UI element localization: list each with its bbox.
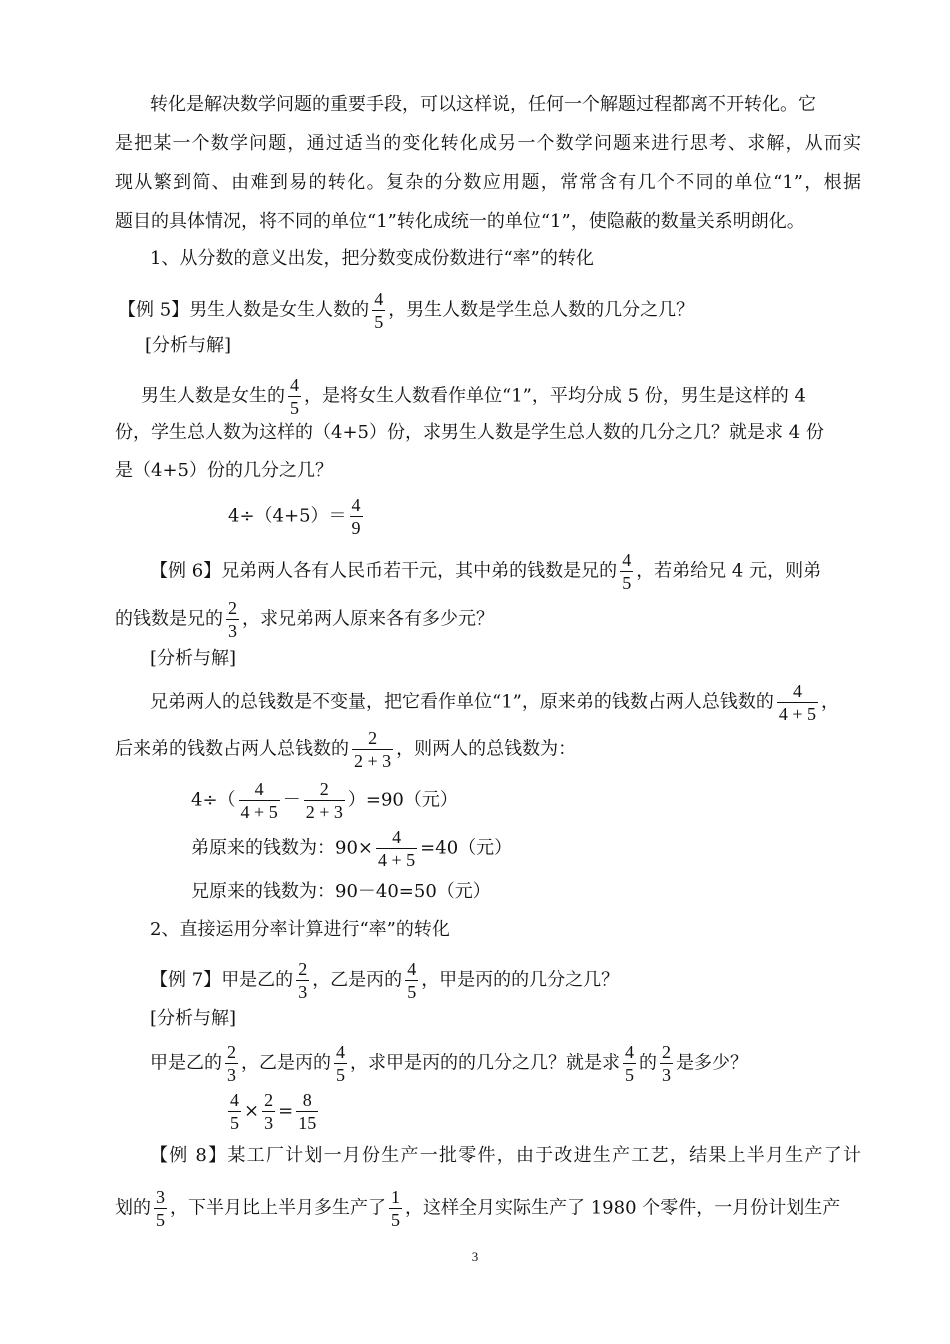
analysis-heading: [分析与解] [145, 335, 232, 356]
fraction [154, 1186, 167, 1231]
denominator: 4 + 5 [378, 850, 416, 870]
fraction [389, 1186, 402, 1231]
denominator: 3 [264, 1113, 274, 1133]
analysis-text: 后来弟的钱数占两人总钱数的 [115, 738, 349, 760]
question-text: ，乙是丙的 [312, 969, 403, 991]
fraction [376, 826, 417, 871]
fraction [226, 597, 239, 642]
fraction [225, 1041, 238, 1086]
question-text: 甲是乙的 [221, 969, 294, 991]
numerator: 1 [391, 1187, 400, 1207]
fraction [620, 549, 633, 594]
denominator: 5 [407, 982, 417, 1002]
fraction [296, 1089, 318, 1134]
denominator: 3 [662, 1065, 671, 1085]
intro-line-3: 现从繁到简、由难到易的转化。复杂的分数应用题，常常含有几个不同的单位“1”，根据 [115, 172, 861, 193]
example-label: 【例 5】 [118, 299, 190, 321]
analysis-text: ，求甲是丙的的几分之几？就是求 [350, 1052, 620, 1074]
numerator: 4 [392, 827, 402, 847]
numerator: 2 [228, 598, 237, 618]
denominator: 5 [625, 1065, 634, 1085]
denominator: 5 [391, 1210, 400, 1230]
question-text: 兄弟两人各有人民币若干元，其中弟的钱数是兄的 [221, 560, 618, 582]
fraction [372, 288, 385, 333]
numerator: 3 [156, 1187, 165, 1207]
fraction [262, 1089, 275, 1134]
example-label: 【例 8】 [150, 1145, 228, 1166]
numerator: 2 [368, 728, 378, 748]
example-5-analysis-line-3: 是（4+5）份的几分之几？ [115, 460, 333, 481]
example-6-calc-1 [191, 778, 458, 823]
calc-text: 4÷（ [191, 789, 236, 811]
question-text: ，若弟给兄 4 元，则弟 [636, 560, 822, 582]
analysis-text: 甲是乙的 [150, 1052, 222, 1074]
intro-line-4: 题目的具体情况，将不同的单位“1”转化成统一的单位“1”，使隐蔽的数量关系明朗化。 [115, 211, 805, 232]
fraction [304, 778, 345, 823]
fraction [623, 1041, 636, 1086]
fraction [288, 374, 301, 419]
numerator: 8 [302, 1090, 312, 1110]
denominator: 4 + 5 [240, 802, 278, 822]
calc-text: 弟原来的钱数为：90× [191, 837, 373, 859]
example-7-calculation [225, 1089, 321, 1134]
numerator: 2 [264, 1090, 274, 1110]
question-text: 的钱数是兄的 [115, 608, 223, 630]
intro-line-2: 是把某一个数学问题，通过适当的变化转化成另一个数学问题来进行思考、求解，从而实 [115, 133, 861, 154]
page-number: 3 [471, 1249, 479, 1264]
fraction [334, 1041, 347, 1086]
denominator: 2 + 3 [305, 802, 343, 822]
denominator: 5 [336, 1065, 345, 1085]
equals-sign: = [278, 1100, 294, 1122]
fraction [350, 494, 363, 539]
denominator: 5 [374, 312, 384, 332]
example-7-question [150, 958, 619, 1003]
example-label: 【例 6】 [150, 560, 222, 582]
analysis-text: 的 [639, 1052, 657, 1074]
numerator: 2 [227, 1042, 236, 1062]
denominator: 5 [290, 398, 299, 418]
denominator: 5 [230, 1113, 239, 1133]
example-8-question-line-1 [150, 1144, 861, 1168]
denominator: 5 [622, 573, 632, 593]
numerator: 4 [792, 681, 802, 701]
question-text: ，男生人数是学生总人数的几分之几？ [388, 299, 695, 321]
question-text: 某工厂计划一月份生产一批零件，由于改进生产工艺，结果上半月生产了计 [227, 1145, 861, 1166]
analysis-text: ，是将女生人数看作单位“1”，平均分成 5 份，男生是这样的 4 [304, 385, 806, 407]
question-text: 划的 [115, 1197, 151, 1219]
fraction [660, 1041, 673, 1086]
example-label: 【例 7】 [150, 969, 222, 991]
fraction [777, 680, 818, 725]
denominator: 3 [298, 982, 308, 1002]
intro-line-1: 转化是解决数学问题的重要手段，可以这样说，任何一个解题过程都离不开转化。它 [150, 94, 816, 115]
fraction [352, 727, 393, 772]
numerator: 4 [374, 289, 384, 309]
calc-text: ）=90（元） [347, 789, 458, 811]
numerator: 2 [662, 1042, 671, 1062]
numerator: 4 [336, 1042, 345, 1062]
minus-sign: － [282, 789, 301, 811]
analysis-text: ，则两人的总钱数为： [396, 738, 577, 760]
analysis-text: 男生人数是女生的 [141, 385, 285, 407]
denominator: 3 [228, 621, 237, 641]
example-6-calc-3: 兄原来的钱数为：90－40=50（元） [191, 881, 491, 902]
numerator: 4 [622, 550, 632, 570]
example-6-question-line-1 [150, 549, 821, 594]
numerator: 4 [290, 375, 299, 395]
example-6-calc-2 [191, 826, 512, 871]
example-5-calculation [228, 494, 366, 539]
question-text: ，甲是丙的的几分之几？ [421, 969, 620, 991]
analysis-text: 是多少？ [676, 1052, 748, 1074]
question-text: ，这样全月实际生产了 1980 个零件，一月份计划生产 [405, 1197, 841, 1219]
denominator: 3 [227, 1065, 236, 1085]
calc-text: 4÷（4+5）＝ [228, 505, 347, 527]
numerator: 2 [319, 779, 329, 799]
numerator: 2 [298, 959, 308, 979]
question-text: ，下半月比上半月多生产了 [170, 1197, 386, 1219]
analysis-text: ， [821, 691, 840, 713]
numerator: 4 [351, 495, 361, 515]
section-1-heading: 1、从分数的意义出发，把分数变成份数进行“率”的转化 [150, 248, 594, 269]
denominator: 5 [156, 1210, 165, 1230]
example-6-analysis-line-1 [150, 680, 839, 725]
numerator: 4 [625, 1042, 634, 1062]
numerator: 4 [407, 959, 417, 979]
numerator: 4 [230, 1090, 239, 1110]
denominator: 2 + 3 [354, 751, 392, 771]
calc-text: =40（元） [420, 837, 513, 859]
question-text: 男生人数是女生人数的 [189, 299, 370, 321]
analysis-heading: [分析与解] [150, 648, 237, 669]
analysis-heading: [分析与解] [150, 1008, 237, 1029]
example-5-analysis-line-1 [141, 374, 806, 419]
analysis-text: 兄弟两人的总钱数是不变量，把它看作单位“1”，原来弟的钱数占两人总钱数的 [150, 691, 774, 713]
example-5-question [118, 288, 694, 333]
example-7-analysis [150, 1041, 748, 1086]
example-5-analysis-line-2: 份，学生总人数为这样的（4+5）份，求男生人数是学生总人数的几分之几？就是求 4 份 [115, 422, 824, 443]
fraction [239, 778, 280, 823]
denominator: 9 [351, 518, 361, 538]
section-2-heading: 2、直接运用分率计算进行“率”的转化 [150, 919, 450, 940]
numerator: 4 [254, 779, 264, 799]
times-sign: × [244, 1100, 260, 1122]
fraction [228, 1089, 241, 1134]
example-6-question-line-2 [115, 597, 494, 642]
denominator: 4 + 5 [778, 704, 817, 724]
example-6-analysis-line-2 [115, 727, 576, 772]
question-text: ，求兄弟两人原来各有多少元？ [242, 608, 494, 630]
fraction [296, 958, 309, 1003]
fraction [405, 958, 418, 1003]
example-8-question-line-2 [115, 1186, 840, 1231]
denominator: 15 [298, 1113, 317, 1133]
analysis-text: ，乙是丙的 [241, 1052, 331, 1074]
